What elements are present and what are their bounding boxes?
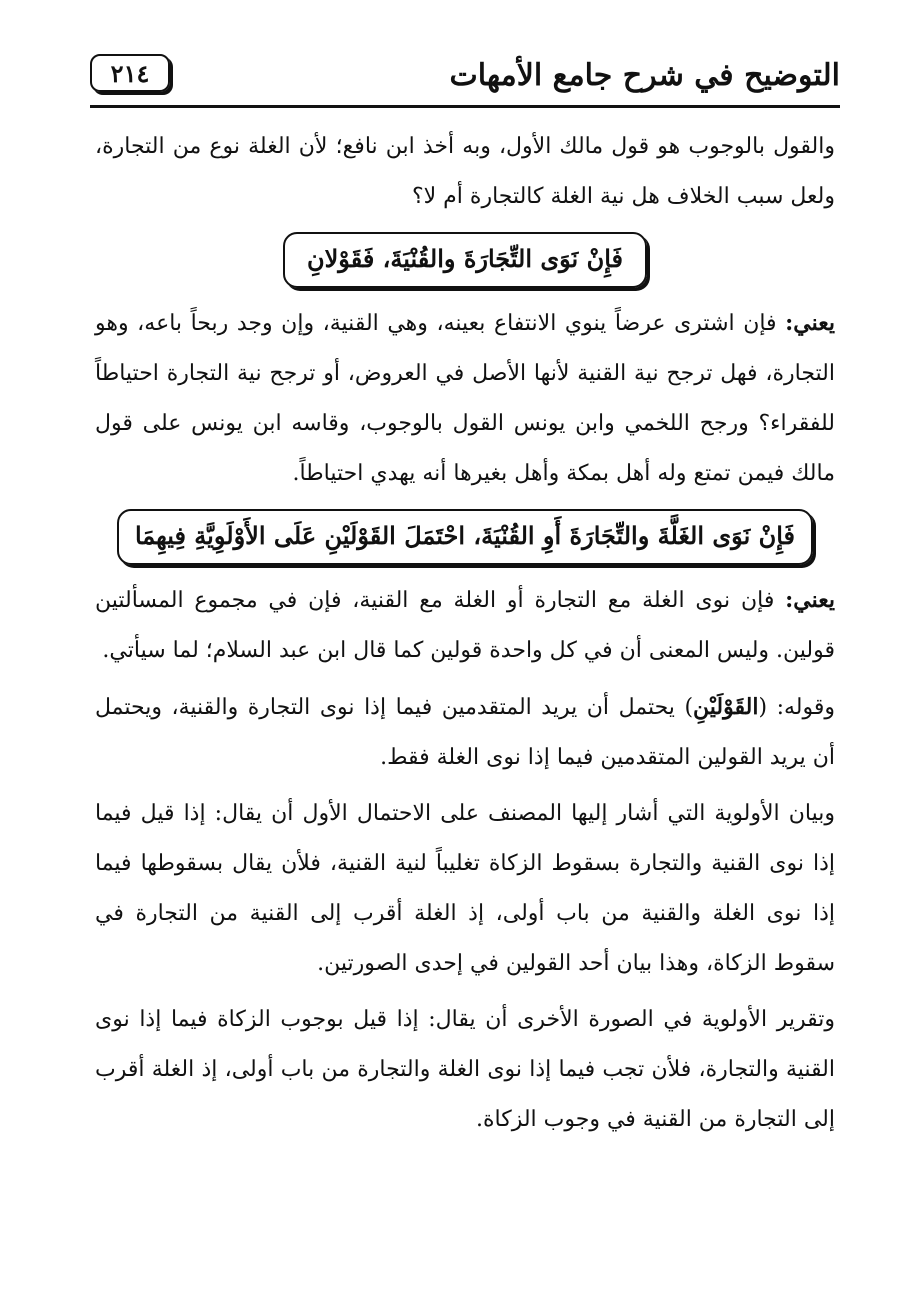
paragraph-4-rest: ) يحتمل أن يريد المتقدمين فيما إذا نوى التجارة والقنية، ويحتمل أن يريد القولين المتقدمين فيما إذا نوى الغلة فقط. bbox=[95, 695, 835, 770]
page-number-badge bbox=[90, 54, 170, 92]
paragraph-2 bbox=[95, 298, 835, 499]
paragraph-3-lead: يعني: bbox=[785, 587, 835, 613]
paragraph-4-start: وقوله: ( bbox=[758, 695, 835, 720]
paragraph-2-lead: يعني: bbox=[785, 310, 835, 336]
paragraph-2-body: فإن اشترى عرضاً ينوي الانتفاع بعينه، وهي القنية، وإن وجد ربحاً باعه، وهو التجارة، فهل ترجح نية القنية لأنها الأصل في العروض، أو ترجح نية التجارة احتياطاً للفقراء؟ ورجح اللخمي وابن يونس القول بالوجوب، وقاسه ابن يونس على قول مالك فيمن تمتع وله أهل بمكة وأهل بغيرها أنه يهدي احتياطاً. bbox=[95, 311, 835, 486]
paragraph-3 bbox=[95, 575, 835, 676]
matn-text-1: فَإِنْ نَوَى التِّجَارَةَ والقُنْيَةَ، فَقَوْلانِ bbox=[283, 232, 647, 288]
matn-block-1 bbox=[95, 232, 835, 288]
page-number: ٢١٤ bbox=[110, 58, 150, 88]
paragraph-4 bbox=[95, 682, 835, 783]
page-content bbox=[95, 122, 835, 1145]
paragraph-6: وتقرير الأولوية في الصورة الأخرى أن يقال: إذا قيل بوجوب الزكاة فيما إذا نوى القنية والتجارة، فلأن تجب فيما إذا نوى الغلة والتجارة من باب أولى، إذ الغلة أقرب إلى التجارة من القنية في وجوب الزكاة. bbox=[95, 1007, 835, 1132]
matn-block-2 bbox=[95, 509, 835, 565]
header-divider bbox=[90, 105, 840, 108]
paragraph-1: والقول بالوجوب هو قول مالك الأول، وبه أخذ ابن نافع؛ لأن الغلة نوع من التجارة، ولعل سبب الخلاف هل نية الغلة كالتجارة أم لا؟ bbox=[95, 134, 835, 209]
paragraph-3-body: فإن نوى الغلة مع التجارة أو الغلة مع القنية، فإن في مجموع المسألتين قولين. وليس المعنى أن في كل واحدة قولين كما قال ابن عبد السلام؛ لما سيأتي. bbox=[95, 588, 835, 663]
paragraph-4-quoted-word: القَوْلَيْنِ bbox=[693, 694, 759, 720]
page-header bbox=[90, 48, 840, 108]
running-title: التوضيح في شرح جامع الأمهات bbox=[449, 58, 840, 93]
paragraph-5: وبيان الأولوية التي أشار إليها المصنف على الاحتمال الأول أن يقال: إذا قيل فيما إذا نوى القنية والتجارة بسقوط الزكاة تغليباً لنية القنية، فلأن يقال بسقوطها فيما إذا نوى الغلة والقنية من باب أولى، إذ الغلة أقرب إلى القنية من التجارة في سقوط الزكاة، وهذا بيان أحد القولين في إحدى الصورتين. bbox=[95, 801, 836, 976]
matn-text-2: فَإِنْ نَوَى الغَلَّةَ والتِّجَارَةَ أَوِ القُنْيَةَ، احْتَمَلَ القَوْلَيْنِ عَلَى الأَوْلَوِيَّةِ فِيهِمَا bbox=[117, 509, 813, 565]
